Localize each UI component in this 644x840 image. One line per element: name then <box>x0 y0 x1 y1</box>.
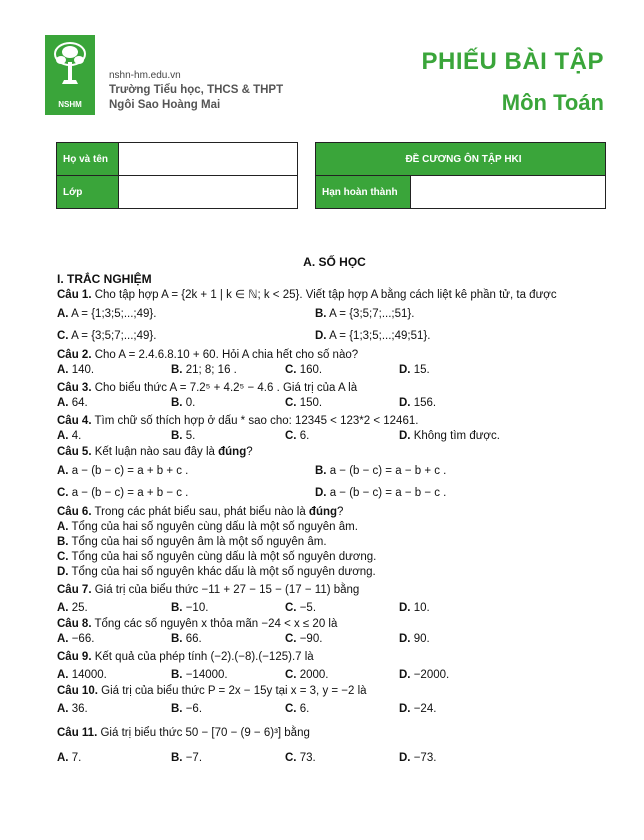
question-7 <box>57 583 612 598</box>
option-b[interactable]: B. 5. <box>171 430 196 442</box>
question-text: Tìm chữ số thích hợp ở dấu * sao cho: 12345 < 123*2 < 12461. <box>94 415 419 427</box>
option-c[interactable]: C. 6. <box>285 430 310 442</box>
statement-a[interactable]: A. Tổng của hai số nguyên cùng dấu là một số nguyên âm. <box>57 521 358 533</box>
question-text: Giá trị biểu thức 50 − [70 − (9 − 6)³] bằng <box>100 727 310 739</box>
option-d[interactable]: D. Không tìm được. <box>399 430 500 442</box>
school-line-1: Trường Tiểu học, THCS & THPT <box>109 84 284 96</box>
tree-icon <box>52 40 88 92</box>
options-row <box>57 363 612 378</box>
subject-title: Môn Toán <box>501 90 604 115</box>
class-field[interactable] <box>119 176 298 209</box>
statement-d[interactable]: D. Tổng của hai số nguyên khác dấu là một số nguyên dương. <box>57 566 376 578</box>
assignment-info-table <box>315 142 606 209</box>
option-a[interactable]: A. 14000. <box>57 669 107 681</box>
option-b[interactable]: B. −14000. <box>171 669 228 681</box>
question-text: Kết quả của phép tính (−2).(−8).(−125).7 là <box>94 651 314 663</box>
option-d[interactable]: D. A = {1;3;5;...;49;51}. <box>315 329 431 342</box>
question-10 <box>57 684 612 699</box>
option-d[interactable]: D. 15. <box>399 364 430 376</box>
option-d[interactable]: D. a − (b − c) = a − b − c . <box>315 486 447 499</box>
option-b[interactable]: B. −6. <box>171 703 203 715</box>
option-d[interactable]: D. 90. <box>399 633 430 645</box>
option-d[interactable]: D. −24. <box>399 703 437 715</box>
worksheet-title: PHIẾU BÀI TẬP <box>421 48 604 75</box>
options-row <box>57 668 612 683</box>
options-row <box>57 429 612 444</box>
option-a[interactable]: A. A = {1;3;5;...;49}. <box>57 307 157 320</box>
option-c[interactable]: C. A = {3;5;7;...;49}. <box>57 329 157 342</box>
question-8 <box>57 617 612 632</box>
school-info <box>109 68 283 113</box>
question-2 <box>57 348 612 363</box>
class-label: Lớp <box>57 176 119 209</box>
question-label: Câu 6. <box>57 506 92 518</box>
question-label: Câu 7. <box>57 584 92 596</box>
worksheet-content <box>57 255 612 766</box>
name-label: Họ và tên <box>57 143 119 176</box>
option-a[interactable]: A. 64. <box>57 397 88 409</box>
option-a[interactable]: A. a − (b − c) = a + b + c . <box>57 464 189 477</box>
option-c[interactable]: C. −5. <box>285 602 317 614</box>
question-11 <box>57 726 612 741</box>
options-row <box>57 303 612 325</box>
question-3 <box>57 381 612 396</box>
options-row <box>57 702 612 717</box>
option-b[interactable]: B. a − (b − c) = a − b + c . <box>315 464 447 477</box>
options-row <box>57 751 612 766</box>
option-b[interactable]: B. −7. <box>171 752 203 764</box>
logo-text: NSHM <box>58 100 82 109</box>
option-d[interactable]: D. 10. <box>399 602 430 614</box>
school-logo <box>45 35 95 115</box>
option-a[interactable]: A. 4. <box>57 430 82 442</box>
question-text: Giá trị của biểu thức P = 2x − 15y tại x = 3, y = −2 là <box>101 685 367 697</box>
question-text: Cho tập hợp A = {2k + 1 | k ∈ ℕ; k < 25}. Viết tập hợp A bằng cách liệt kê phần tử, ta được <box>94 289 557 301</box>
option-c[interactable]: C. 2000. <box>285 669 329 681</box>
section-title: A. SỐ HỌC <box>303 255 366 269</box>
question-text: Kết luận nào sau đây là <box>94 446 215 458</box>
option-c[interactable]: C. −90. <box>285 633 323 645</box>
school-line-2: Ngôi Sao Hoàng Mai <box>109 99 221 111</box>
options-row <box>57 325 612 347</box>
option-c[interactable]: C. 160. <box>285 364 323 376</box>
question-5 <box>57 445 612 460</box>
option-d[interactable]: D. −2000. <box>399 669 450 681</box>
options-row <box>57 482 612 504</box>
options-row <box>57 632 612 647</box>
option-b[interactable]: B. 0. <box>171 397 196 409</box>
option-a[interactable]: A. 36. <box>57 703 88 715</box>
option-b[interactable]: B. 21; 8; 16 . <box>171 364 237 376</box>
options-row <box>57 396 612 411</box>
question-text: Trong các phát biểu sau, phát biểu nào là <box>94 506 306 518</box>
option-b[interactable]: B. −10. <box>171 602 209 614</box>
question-text: Tổng các số nguyên x thỏa mãn −24 < x ≤ 20 là <box>94 618 338 630</box>
question-tail: ? <box>337 506 344 518</box>
option-c[interactable]: C. a − (b − c) = a + b − c . <box>57 486 189 499</box>
outline-label: ĐỀ CƯƠNG ÔN TẬP HKI <box>316 143 606 176</box>
statement-c[interactable]: C. Tổng của hai số nguyên cùng dấu là một số nguyên dương. <box>57 551 377 563</box>
question-label: Câu 4. <box>57 415 92 427</box>
question-text: Giá trị của biểu thức −11 + 27 − 15 − (17 − 11) bằng <box>94 584 360 596</box>
option-a[interactable]: A. 7. <box>57 752 82 764</box>
question-9 <box>57 650 612 665</box>
part-title: I. TRẮC NGHIỆM <box>57 272 152 286</box>
statement-b[interactable]: B. Tổng của hai số nguyên âm là một số nguyên âm. <box>57 536 327 548</box>
deadline-field[interactable] <box>411 176 606 209</box>
question-label: Câu 11. <box>57 727 98 739</box>
question-label: Câu 1. <box>57 289 92 301</box>
option-d[interactable]: D. −73. <box>399 752 437 764</box>
question-label: Câu 10. <box>57 685 98 697</box>
question-emphasis: đúng <box>218 446 247 458</box>
question-label: Câu 9. <box>57 651 92 663</box>
option-d[interactable]: D. 156. <box>399 397 437 409</box>
option-c[interactable]: C. 6. <box>285 703 310 715</box>
question-emphasis: đúng <box>308 506 338 518</box>
question-label: Câu 2. <box>57 349 92 361</box>
option-a[interactable]: A. −66. <box>57 633 95 645</box>
option-a[interactable]: A. 25. <box>57 602 88 614</box>
question-tail: ? <box>246 446 253 458</box>
student-info-table <box>56 142 298 209</box>
question-4 <box>57 414 612 429</box>
question-text: Cho A = 2.4.6.8.10 + 60. Hỏi A chia hết cho số nào? <box>94 349 359 361</box>
option-b[interactable]: B. 66. <box>171 633 202 645</box>
option-c[interactable]: C. 150. <box>285 397 323 409</box>
question-6 <box>57 505 612 520</box>
website-text: nshn-hm.edu.vn <box>109 70 181 81</box>
option-b[interactable]: B. A = {3;5;7;...;51}. <box>315 307 415 320</box>
name-field[interactable] <box>119 143 298 176</box>
options-row <box>57 601 612 616</box>
question-label: Câu 3. <box>57 382 92 394</box>
question-1 <box>57 288 612 303</box>
question-label: Câu 8. <box>57 618 92 630</box>
options-row <box>57 460 612 482</box>
deadline-label: Hạn hoàn thành <box>316 176 411 209</box>
question-label: Câu 5. <box>57 446 92 458</box>
option-c[interactable]: C. 73. <box>285 752 316 764</box>
option-a[interactable]: A. 140. <box>57 364 95 376</box>
question-text: Cho biểu thức A = 7.2⁵ + 4.2⁵ − 4.6 . Giá trị của A là <box>94 382 358 394</box>
